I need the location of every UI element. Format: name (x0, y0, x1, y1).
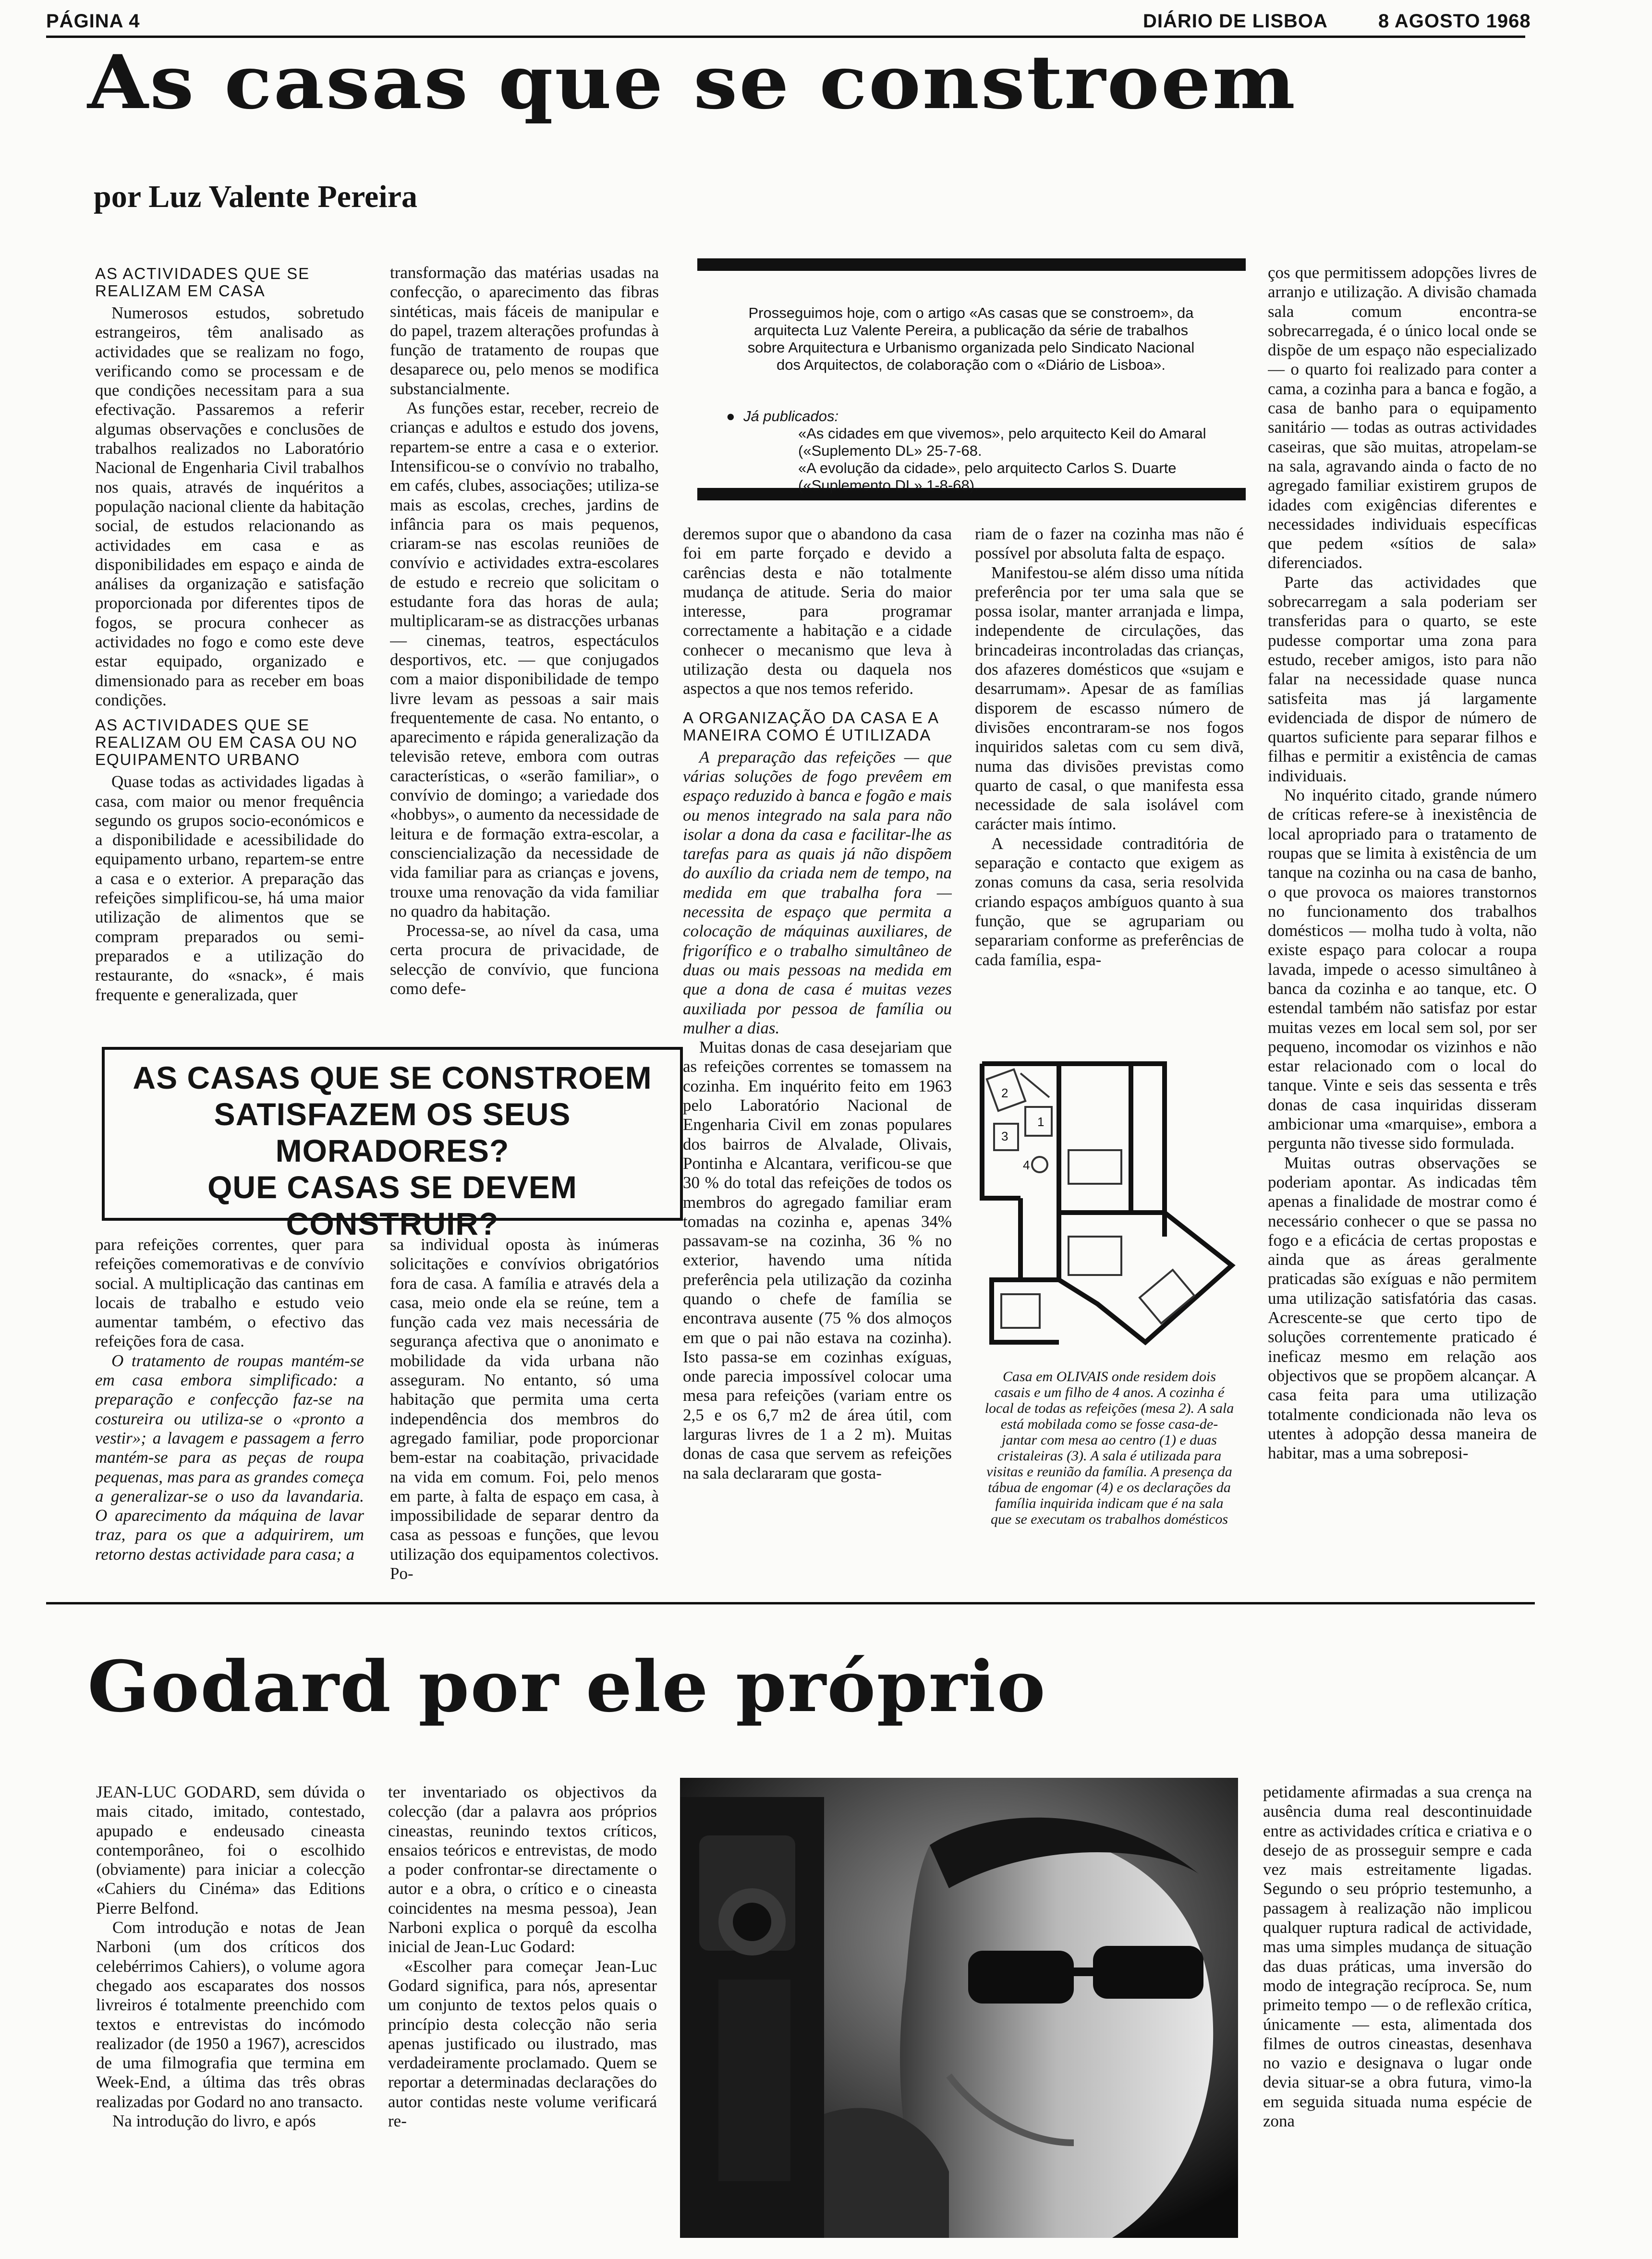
issue-date: 8 AGOSTO 1968 (1378, 11, 1531, 32)
plan-label: 2 (1001, 1086, 1008, 1100)
paragraph: riam de o fazer na cozinha mas não é possível por absoluta falta de espaço. (975, 524, 1244, 563)
article2-column-2 (388, 1783, 657, 2229)
section-divider (46, 1602, 1535, 1604)
paragraph: petidamente afirmadas a sua crença na ausência duma real descontinuidade entre as actividades crítica e criativa e o desejo de as prosseguir sempre e cada vez mais estreitamente ligadas. Segundo o seu próprio testemunho, a passagem à realização não implicou qualquer ruptura radical de actividade, mas uma simples mudança de situação das duas práticas, uma inversão do modo de integração recíproca. Se, num primeito tempo — o de reflexão crítica, únicamente — esta, alimentada dos filmes de outros cineastas, desenhava no vazio e designava o lugar onde devia situar-se a obra futura, vimo-la em seguida situada numa espécie de zona (1263, 1783, 1532, 2131)
paragraph: JEAN-LUC GODARD, sem dúvida o mais citado, imitado, contestado, apupado e endeusado cineasta contemporâneo, foi o escolhido (obviamente) para iniciar a colecção «Cahiers du Cinéma» das Editions Pierre Belfond. (96, 1783, 365, 1918)
article2-column-3 (1263, 1783, 1532, 2229)
article-column-1-continued (95, 1235, 364, 1594)
paragraph: Processa-se, ao nível da casa, uma certa procura de privacidade, de selecção de convívio, que funciona como defe- (390, 921, 659, 998)
article2-column-1 (96, 1783, 365, 2229)
paragraph: A necessidade contraditória de separação e contacto que exigem as zonas comuns da casa, seria resolvida criando espaços ambíguos quanto à sua função, que se agrupariam ou separariam conforme as preferências de cada família, espa- (975, 834, 1244, 969)
paragraph: A preparação das refeições — que várias soluções de fogo prevêem em espaço reduzido à banca e fogão e mais ou menos integrado na sala para não isolar a dona da casa e facilitar-lhe as tarefas para as quais já não dispõem do auxílio da criada nem de tempo, na medida em que trabalha fora — necessita de espaço que permita a colocação de máquinas auxiliares, de frigorífico e o trabalho simultâneo de duas ou mais pessoas na medida em que a dona de casa é muitas vezes auxiliada por pessoa de família ou mulher a dias. (683, 747, 952, 1037)
paragraph: No inquérito citado, grande número de críticas refere-se à inexistência de local apropriado para o tratamento de roupas que se limita à existência de um tanque na cozinha ou na casa de banho, o que provoca os maiores transtornos no funcionamento dos trabalhos domésticos — molha tudo à volta, não existe espaço para colocar a roupa lavada, impede o acesso simultâneo à banca da cozinha e ao tanque, etc. O estendal também não satisfaz por estar muitas vezes em local sem sol, por ser pequeno, incomodar os vizinhos e não estar relacionado com o local do tanque. Vinte e seis das sessenta e três donas de casa inquiridas disseram ambicionar uma «marquise», embora a pergunta não tivesse sido formulada. (1268, 786, 1537, 1153)
article-column-5 (1268, 263, 1537, 1594)
godard-photograph (680, 1778, 1238, 2238)
paragraph: Numerosos estudos, sobretudo estrangeiros, têm analisado as actividades que se realizam no fogo, verificando como se processam e de que condições necessitam para a sua efectivação. Passaremos a referir algumas observações e conclusões de trabalhos realizados no Laboratório Nacional de Engenharia Civil trabalhos nos quais, através de inquéritos a população nacional cliente da habitação social, de estudos relacionando as actividades em casa e as disponibilidades em espaço e ainda de análises da organização e satisfação proporcionada por diferentes tipos de fogos, se procura conhecer as actividades no fogo e como este deve estar equipado, organizado e dimensionado para as receber em boas condições. (95, 304, 364, 709)
paragraph: transformação das matérias usadas na confecção, o aparecimento das fibras sintéticas, mais fáceis de manipular e do papel, trazem alterações profundas à função de tratamento de roupas que desaparece ou, pelo menos se modifica substancialmente. (390, 263, 659, 398)
paragraph: Na introdução do livro, e após (112, 2112, 316, 2131)
floor-plan-caption: Casa em OLIVAIS onde residem dois casais e um filho de 4 anos. A cozinha é local de todas as refeições (mesa 2). A sala está mobilada como se fosse casa-de-jantar com mesa ao centro (1) e duas cristaleiras (3). A sala é utilizada para visitas e reunião da família. A presença da tábua de engomar (4) e os declarações da família inquirida indicam que é na sala que se executam os trabalhos domésticos (984, 1369, 1234, 1527)
paragraph: «Escolher para começar Jean-Luc Godard significa, para nós, apresentar um conjunto de textos pelos quais o princípio desta colecção não seria apenas justificado ou ilustrado, mas verdadeiramente proclamado. Quem se reportar a determinadas declarações do autor contidas neste volume verificará re- (388, 1956, 657, 2131)
article-column-1 (95, 263, 364, 1042)
plan-label: 3 (1001, 1129, 1008, 1143)
pull-quote-line: SATISFAZEM OS SEUS MORADORES? (214, 1096, 571, 1168)
paragraph: Muitas outras observações se poderiam apontar. As indicadas têm apenas a finalidade de mostrar como é necessário conhecer o que se passa no fogo e a eficácia de certas propostas e ainda que as áreas geralmente praticadas são exíguas e não permitem uma utilização satisfatória das casas. Acrescente-se que certo tipo de soluções correntemente praticado é ineficaz mesmo em relação aos objectivos que se propõem alcançar. A casa feita para uma utilização totalmente condicionada não leva os utentes à adopção dessa maneira de habitar, mas a uma sobreposi- (1268, 1153, 1537, 1463)
pull-quote-box (102, 1047, 683, 1241)
article-title: As casas que se constroem (87, 39, 1297, 126)
article-column-2-continued (390, 1235, 659, 1594)
published-item: «As cidades em que vivemos», pelo arquitecto Keil do Amaral («Suplemento DL» 25-7-68. (798, 425, 1206, 459)
article-byline: por Luz Valente Pereira (94, 179, 417, 214)
pull-quote-line: AS CASAS QUE SE CONSTROEM (133, 1060, 652, 1095)
paragraph: Quase todas as actividades ligadas à casa, com maior ou menor frequência segundo os grupos socio-económicos e a disponibilidade e acessibilidade do equipamento urbano, repartem-se entre a casa e o exterior. A preparação das refeições simplificou-se, há uma maior utilização de alimentos que se compram preparados ou semi-preparados e a utilização do restaurante, do «snack», é mais frequente e generalizada, quer (95, 772, 364, 1004)
published-label: Já publicados: (743, 408, 839, 425)
floor-plan-drawing (972, 1054, 1246, 1352)
paragraph: O tratamento de roupas mantém-se em casa embora simplificado: a preparação e confecção faz-se na costureira ou utiliza-se o «pronto a vestir»; a lavagem e passagem a ferro mantém-se para as peças de roupa pequenas, mas para as grandes começa a generalizar-se o uso da lavandaria. O aparecimento da máquina de lavar traz, para os que a adquirirem, um retorno destas actividade para casa; a (95, 1351, 364, 1564)
series-info-box (697, 258, 1246, 500)
paragraph: Manifestou-se além disso uma nítida preferência por ter uma sala que se possa isolar, manter arranjada e limpa, independente de circulações, das brincadeiras incontroladas das crianças, dos afazeres domésticos que «sujam e desarrumam». Apesar de as famílias disporem de escasso número de divisões encontraram-se nos fogos inquiridos saletas com cu sem divã, numa das divisões previstas como quarto de casal, o que manifesta essa necessidade de sala isolável com carácter mais íntimo. (975, 563, 1244, 834)
published-list (726, 408, 1206, 494)
section-heading: A ORGANIZAÇÃO DA CASA E A MANEIRA COMO É UTILIZADA (683, 708, 939, 744)
section-heading: AS ACTIVIDADES QUE SE REALIZAM OU EM CASA OU NO EQUIPAMENTO URBANO (95, 716, 358, 769)
published-item: «A evolução da cidade», pelo arquitecto Carlos S. Duarte («Suplemento DL» 1-8-68). (798, 460, 1177, 494)
photo-image (680, 1778, 1238, 2238)
bullet-icon: ● (726, 408, 743, 425)
paragraph: sa individual oposta às inúmeras solicitações e convívios obrigatórios fora de casa. A família e através dela a casa, meio onde ela se reúne, tem a função cada vez mais necessária de segurança afectiva que o anonimato e mobilidade da vida urbana não asseguram. No entanto, só uma habitação que permita uma certa independência dos membros do agregado familiar, pode proporcionar bem-estar na coabitação, privacidade na vida em comum. Foi, pelo menos em parte, à falta de espaço em casa, à impossibilidade de separar dentro da casa as pessoas e funções, que levou utilização dos equipamentos colectivos. Po- (390, 1235, 659, 1583)
pull-quote-line: QUE CASAS SE DEVEM CONSTRUIR? (207, 1169, 577, 1241)
article-column-3 (683, 524, 952, 1594)
article-column-4 (975, 524, 1244, 1033)
paragraph: Muitas donas de casa desejariam que as refeições correntes se tomassem na cozinha. Em inquérito feito em 1963 pelo Laboratório Nacional de Engenharia Civil em zonas populares dos bairros de Alvalade, Olivais, Pontinha e Alcantara, verificou-se que 30 % do total das refeições de todos os membros do agregado familiar eram tomadas na cozinha e, apenas 34% passavam-se na cozinha, 36 % no exterior, havendo uma nítida preferência pela utilização da cozinha quando o chefe de família se encontrava ausente (75 % dos almoços em que o pai não estava na cozinha). Isto passa-se em cozinhas exíguas, onde parecia impossível colocar uma mesa para refeições (variam entre os 2,5 e os 6,7 m2 de área útil, com larguras livres de 1 a 2 m). Muitas donas de casa que servem as refeições na sala declararam que gosta- (683, 1038, 952, 1482)
plan-label: 4 (1023, 1158, 1030, 1172)
paragraph: Parte das actividades que sobrecarregam a sala poderiam ser transferidas para o quarto, se este pudesse comportar uma zona para estudo, receber amigos, isto para não falar na necessidade quase nunca satisfeita mas já largamente evidenciada de dispor de número de quartos suficiente para separar filhos e filhas e permitir a existência de camas individuais. (1268, 572, 1537, 785)
header-rule (46, 36, 1525, 38)
paragraph: deremos supor que o abandono da casa foi em parte forçado e devido a carências desta e não totalmente mudança de atitude. Seria do maior interesse, para programar correctamente a habitação e a cidade conhecer o mecanismo que leva à utilização desta ou daquela nos aspectos a que nos temos referido. (683, 524, 952, 698)
paragraph: ços que permitissem adopções livres de arranjo e utilização. A divisão chamada sala comum encontra-se sobrecarregada, é o único local onde se dispõe de um espaço não especializado — o quarto foi realizado para conter a cama, a cozinha para a banca e fogão, a casa de banho para o equipamento sanitário — todas as outras actividades caseiras, que são muitas, atropelam-se na sala, agravando ainda o facto de no agregado familiar existirem grupos de idades com exigências diferentes e necessidades individuais específicas que pedem «sítios de sala» diferenciados. (1268, 263, 1537, 572)
section-heading: AS ACTIVIDADES QUE SE REALIZAM EM CASA (95, 265, 310, 300)
newspaper-name: DIÁRIO DE LISBOA (1143, 11, 1328, 32)
article-title: Godard por ele próprio (87, 1646, 1046, 1728)
plan-label: 1 (1037, 1115, 1045, 1129)
paragraph: Com introdução e notas de Jean Narboni (um dos críticos dos celebérrimos Cahiers), o volume agora chegado aos escaparates dos nossos livreiros é totalmente preenchido com textos e entrevistas do incómodo realizador (de 1950 a 1967), acrescidos de uma filmografia que termina em Week-End, a última das três obras realizadas por Godard no ano transacto. (96, 1918, 365, 2111)
paragraph: para refeições correntes, quer para refeições comemorativas e de convívio social. A multiplicação das cantinas em locais de trabalho e estudo veio aumentar também, o efectivo das refeições fora de casa. (95, 1235, 364, 1351)
article-column-2 (390, 263, 659, 1042)
series-intro: Prosseguimos hoje, com o artigo «As casas que se constroem», da arquitecta Luz Valente Pereira, a publicação da série de trabalhos sobre Arquitectura e Urbanismo organizada pelo Sindicato Nacional dos Arquitectos, de colaboração com o «Diário de Lisboa». (747, 304, 1195, 373)
paragraph: As funções estar, receber, recreio de crianças e adultos e estudo dos jovens, repartem-se entre a casa e o exterior. Intensificou-se o convívio no trabalho, em cafés, clubes, associações; utiliza-se mais as escolas, creches, jardins de infância para os mais pequenos, criaram-se nas escolas reuniões de convívio e actividades extra-escolares de estudo e recreio que solicitam o estudante fora das horas de aula; multiplicaram-se as distracções urbanas — cinemas, teatros, espectáculos desportivos, etc. — que conjugados com a maior disponibilidade de tempo livre levam as pessoas a sair mais frequentemente de casa. No entanto, o aparecimento e rápida generalização da televisão reteve, embora com outras características, o «serão familiar», o convívio de domingo; a variedade dos «hobbys», o aumento da necessidade de leitura e de formação extra-escolar, a consciencialização da necessidade de vida familiar para as crianças e jovens, trouxe uma renovação da vida familiar no quadro da habitação. (390, 399, 659, 921)
paragraph: ter inventariado os objectivos da colecção (dar a palavra aos próprios cineastas, reunindo textos críticos, ensaios teóricos e entrevistas, de modo a poder confrontar-se directamente o autor e a obra, o crítico e o cineasta coincidentes na mesma pessoa), Jean Narboni explica o porquê da escolha inicial de Jean-Luc Godard: (388, 1783, 657, 1956)
page-number: PÁGINA 4 (46, 11, 140, 32)
